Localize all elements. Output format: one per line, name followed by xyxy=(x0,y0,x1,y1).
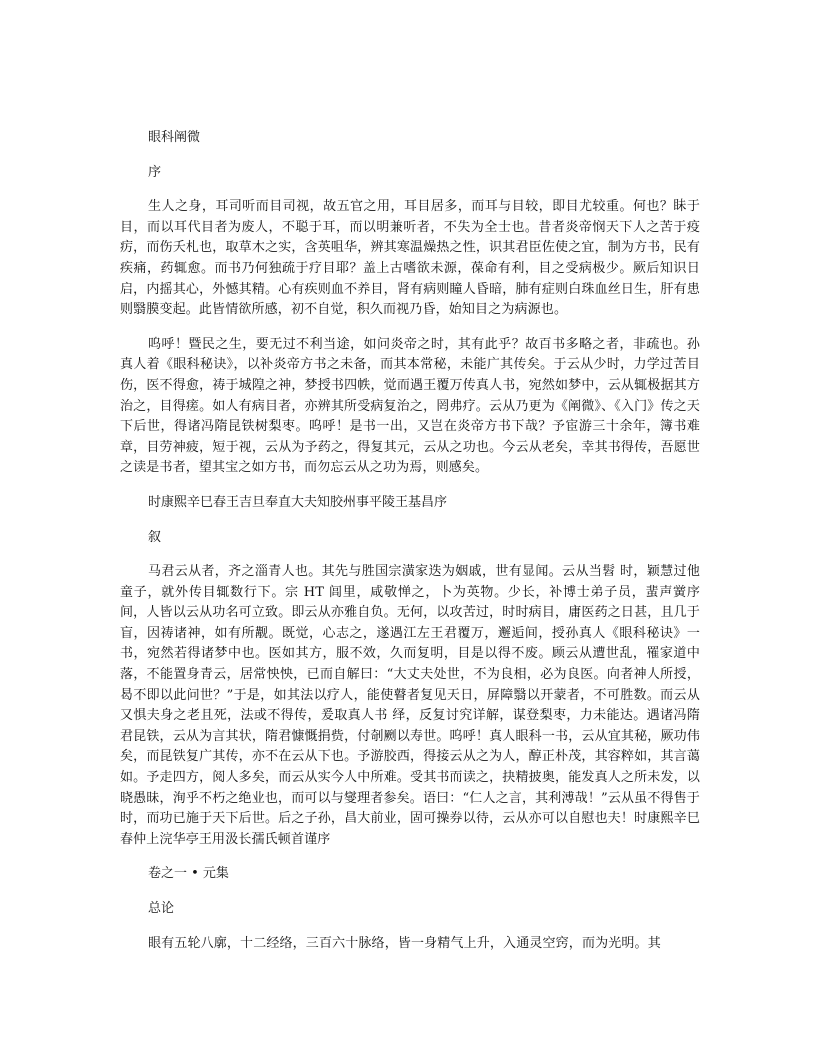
preface-paragraph-1: 生人之身，耳司听而目司视，故五官之用，耳目居多，而耳与目较，即目尤较重。何也？眛于目，而以耳代目者为废人，不聪于耳，而以明兼听者，不失为全士也。昔者炎帝悯天下人之苦于疫疠，而伤夭札也，取草木之实，含英咀华，辨其寒温燥热之性，识其君臣佐使之宜，制为方书，民有疾痛，药辄愈。而书乃何独疏于疗目耶？盖上古嗜欲未源，葆命有利，目之受病极少。厥后知识日启，内摇其心，外憾其精。心有疾则血不养目，肾有病则瞳人昏暗，肺有症则白珠血丝日生，肝有患则翳膜变起。此皆情欲所感，初不自觉，积久而视乃昏，始知目之为病源也。 xyxy=(120,199,700,318)
section-paragraph: 眼有五轮八廓，十二经络，三百六十脉络，皆一身精气上升，入通灵空窍，而为光明。其 xyxy=(148,935,661,951)
volume-heading: 卷之一 • 元集 xyxy=(148,866,229,882)
preface-signature: 时康熙辛巳春王吉旦奉直大夫知胶州事平陵王基昌序 xyxy=(148,494,448,510)
section-heading: 总论 xyxy=(148,901,175,916)
foreword-heading: 叙 xyxy=(148,529,162,545)
preface-paragraph-2: 呜呼！暨民之生，要无过不利当途，如问炎帝之时，其有此乎？故百书多略之者，非疏也。孙真人着《眼科秘诀》，以补炎帝方书之未备，而其本常秘，未能广其传矣。于云从少时，力学过苦目伤，医不得愈，祷于城隍之神，梦授书四帙，觉而遇王覆万传真人书，宛然如梦中，云从辄极据其方治之，目得瘥。如人有病目者，亦辨其所受病复治之，罔弗疗。云从乃更为《阐微》、《入门》传之天下后世，得诸冯隋昆铁树梨枣。呜呼！是书一出，又岂在炎帝方书下哉？予宦游三十余年，簿书难章，目劳神疲，短于视，云从为予药之，得复其元，云从之功也。今云从老矣，幸其书得传，吾愿世之读是书者，望其宝之如方书，而勿忘云从之功为焉，则感矣。 xyxy=(120,336,700,476)
book-title: 眼科阐微 xyxy=(148,130,201,145)
preface-heading: 序 xyxy=(148,164,162,180)
document-page xyxy=(120,128,700,968)
foreword-paragraph: 马君云从者，齐之淄青人也。其先与胜国宗潢家迭为姻戚，世有显闻。云从当髫 时，颖慧过他童子，就外传目辄数行下。宗 HT 闾里，咸敬惮之，卜为英物。少长，补博士弟子员，蜚声黉序间，人皆以云从功名可立致。即云从亦雅自负。无何，以攻苦过，时时病目，庸医药之日甚，且几于盲，因祷诸神，如有所觏。既觉，心志之，遂遇江左王君覆万，邂逅间，授孙真人《眼科秘诀》一书，宛然若得诸梦中也。医如其方，服不效，久而复明，目是以得不废。顾云从遭世乱，罹家道中落，不能置身青云，居常怏怏，已而自解曰：“大丈夫处世，不为良相，必为良医。向者神人所授，曷不即以此问世？”于是，如其法以疗人，能使瞽者复见天日，屏障翳以开蒙者，不可胜数。而云从又惧夫身之老且死，法或不得传，爰取真人书 绎，反复讨究详解，谋登梨枣，力未能达。遇诸冯隋君昆铁，云从为言其状，隋君慷慨捐赀，付剞劂以寿世。呜呼！真人眼科一书，云从宜其秘，厥功伟矣，而昆铁复广其传，亦不在云从下也。予游胶西，得接云从之为人，醇正朴茂，其容粹如，其言蔼如。予走四方，阅人多矣，而云从实今人中所难。受其书而读之，抉精披奥，能发真人之所未发，以晓愚昧，洵乎不朽之绝业也，而可以与燮理者参矣。语曰：“仁人之言，其利溥哉！”云从虽不得售于时，而功已施于天下后世。后之子孙，昌大前业，固可操券以待，云从亦可以自慰也夫！时康熙辛巳春仲上浣华亭王用汲长孺氏顿首谨序 xyxy=(120,564,700,847)
